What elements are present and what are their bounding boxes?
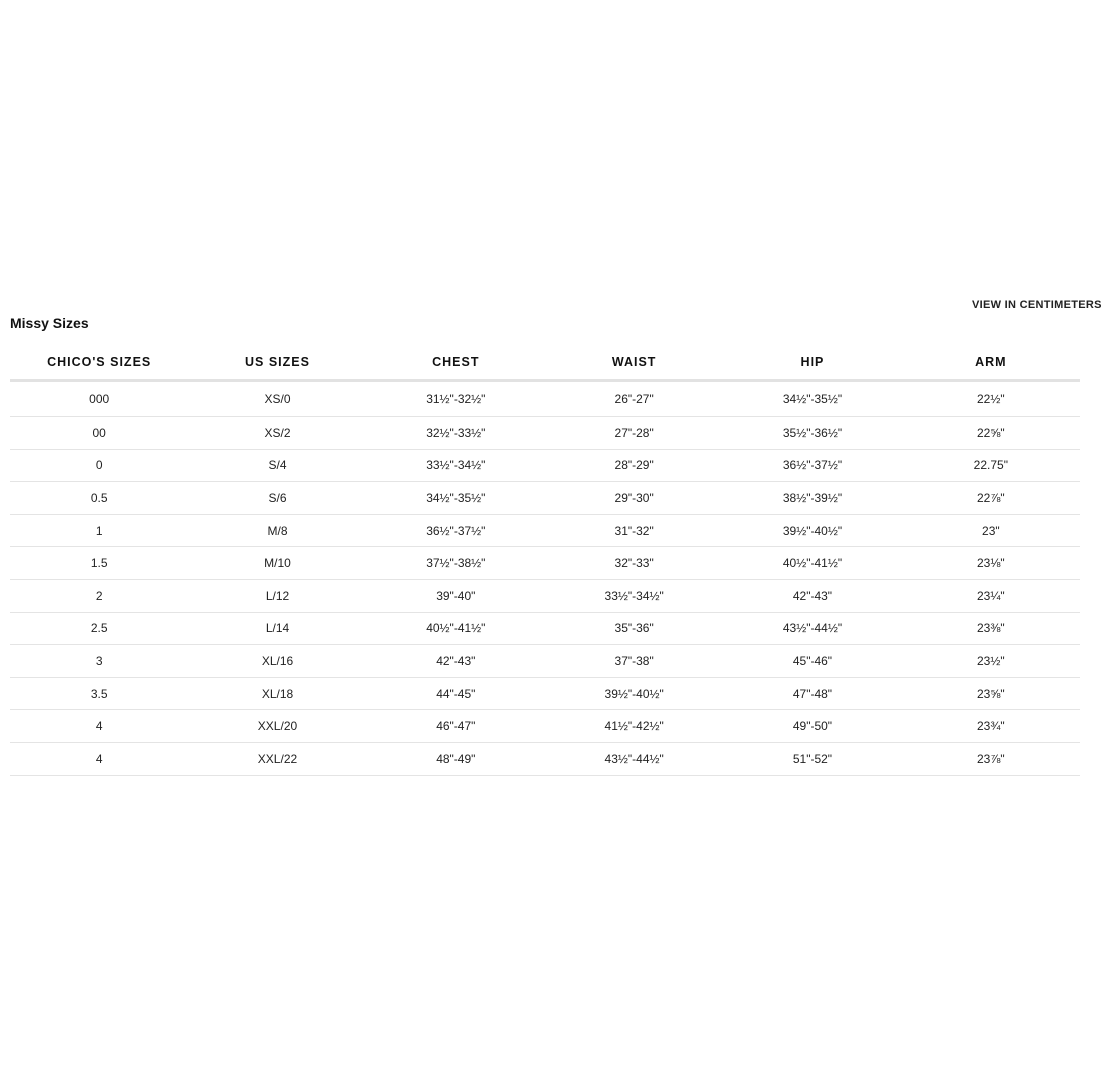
cell-hip: 39½"-40½"	[723, 514, 901, 547]
cell-arm: 23⅜"	[902, 612, 1080, 645]
cell-waist: 35"-36"	[545, 612, 723, 645]
header-us-sizes: US SIZES	[188, 345, 366, 381]
table-row	[10, 645, 1080, 678]
cell-chicos-size: 3	[10, 645, 188, 678]
cell-chicos-size: 4	[10, 710, 188, 743]
table-row	[10, 612, 1080, 645]
cell-chest: 31½"-32½"	[367, 381, 545, 417]
cell-chest: 32½"-33½"	[367, 417, 545, 450]
cell-us-size: XL/16	[188, 645, 366, 678]
cell-arm: 23⅝"	[902, 677, 1080, 710]
cell-waist: 41½"-42½"	[545, 710, 723, 743]
cell-chicos-size: 000	[10, 381, 188, 417]
table-row	[10, 579, 1080, 612]
cell-hip: 40½"-41½"	[723, 547, 901, 580]
cell-us-size: XS/0	[188, 381, 366, 417]
header-chicos-sizes: CHICO'S SIZES	[10, 345, 188, 381]
cell-hip: 36½"-37½"	[723, 449, 901, 482]
cell-chicos-size: 0	[10, 449, 188, 482]
cell-us-size: L/12	[188, 579, 366, 612]
cell-chest: 39"-40"	[367, 579, 545, 612]
cell-chest: 42"-43"	[367, 645, 545, 678]
cell-chest: 40½"-41½"	[367, 612, 545, 645]
cell-arm: 23"	[902, 514, 1080, 547]
view-in-centimeters-link[interactable]	[940, 299, 1102, 311]
cell-arm: 22.75"	[902, 449, 1080, 482]
cell-hip: 38½"-39½"	[723, 482, 901, 515]
cell-chest: 46"-47"	[367, 710, 545, 743]
cell-us-size: M/10	[188, 547, 366, 580]
view-in-centimeters-label: VIEW IN CENTIMETERS	[972, 299, 1102, 311]
cell-us-size: XS/2	[188, 417, 366, 450]
cell-waist: 39½"-40½"	[545, 677, 723, 710]
cell-waist: 28"-29"	[545, 449, 723, 482]
cell-arm: 23⅞"	[902, 742, 1080, 775]
table-row	[10, 482, 1080, 515]
cell-hip: 42"-43"	[723, 579, 901, 612]
cell-arm: 23¼"	[902, 579, 1080, 612]
cell-hip: 47"-48"	[723, 677, 901, 710]
cell-hip: 35½"-36½"	[723, 417, 901, 450]
cell-waist: 29"-30"	[545, 482, 723, 515]
cell-chicos-size: 2.5	[10, 612, 188, 645]
cell-arm: 23¾"	[902, 710, 1080, 743]
cell-chicos-size: 1.5	[10, 547, 188, 580]
cell-us-size: S/6	[188, 482, 366, 515]
cell-chest: 44"-45"	[367, 677, 545, 710]
header-chest: CHEST	[367, 345, 545, 381]
cell-arm: 22⅞"	[902, 482, 1080, 515]
cell-arm: 22½"	[902, 381, 1080, 417]
header-waist: WAIST	[545, 345, 723, 381]
cell-waist: 33½"-34½"	[545, 579, 723, 612]
cell-us-size: XL/18	[188, 677, 366, 710]
cell-waist: 37"-38"	[545, 645, 723, 678]
section-title: Missy Sizes	[10, 315, 89, 331]
header-hip: HIP	[723, 345, 901, 381]
table-header-row	[10, 345, 1080, 381]
cell-chicos-size: 00	[10, 417, 188, 450]
table-body	[10, 381, 1080, 776]
table-row	[10, 547, 1080, 580]
cell-hip: 34½"-35½"	[723, 381, 901, 417]
size-chart-table	[10, 345, 1080, 776]
cell-hip: 43½"-44½"	[723, 612, 901, 645]
cell-us-size: L/14	[188, 612, 366, 645]
table-row	[10, 742, 1080, 775]
cell-waist: 43½"-44½"	[545, 742, 723, 775]
table-row	[10, 417, 1080, 450]
cell-chicos-size: 1	[10, 514, 188, 547]
cell-chest: 37½"-38½"	[367, 547, 545, 580]
cell-hip: 49"-50"	[723, 710, 901, 743]
cell-chicos-size: 2	[10, 579, 188, 612]
cell-chicos-size: 4	[10, 742, 188, 775]
cell-chest: 33½"-34½"	[367, 449, 545, 482]
cell-us-size: S/4	[188, 449, 366, 482]
cell-waist: 26"-27"	[545, 381, 723, 417]
table-row	[10, 449, 1080, 482]
cell-arm: 23⅛"	[902, 547, 1080, 580]
cell-waist: 27"-28"	[545, 417, 723, 450]
cell-arm: 22⅝"	[902, 417, 1080, 450]
cell-chest: 48"-49"	[367, 742, 545, 775]
header-arm: ARM	[902, 345, 1080, 381]
cell-us-size: XXL/20	[188, 710, 366, 743]
table-row	[10, 677, 1080, 710]
cell-chicos-size: 0.5	[10, 482, 188, 515]
cell-us-size: M/8	[188, 514, 366, 547]
cell-waist: 32"-33"	[545, 547, 723, 580]
cell-chest: 36½"-37½"	[367, 514, 545, 547]
cell-us-size: XXL/22	[188, 742, 366, 775]
cell-waist: 31"-32"	[545, 514, 723, 547]
table-row	[10, 381, 1080, 417]
cell-chicos-size: 3.5	[10, 677, 188, 710]
cell-hip: 45"-46"	[723, 645, 901, 678]
table-row	[10, 514, 1080, 547]
cell-arm: 23½"	[902, 645, 1080, 678]
cell-hip: 51"-52"	[723, 742, 901, 775]
table-row	[10, 710, 1080, 743]
cell-chest: 34½"-35½"	[367, 482, 545, 515]
